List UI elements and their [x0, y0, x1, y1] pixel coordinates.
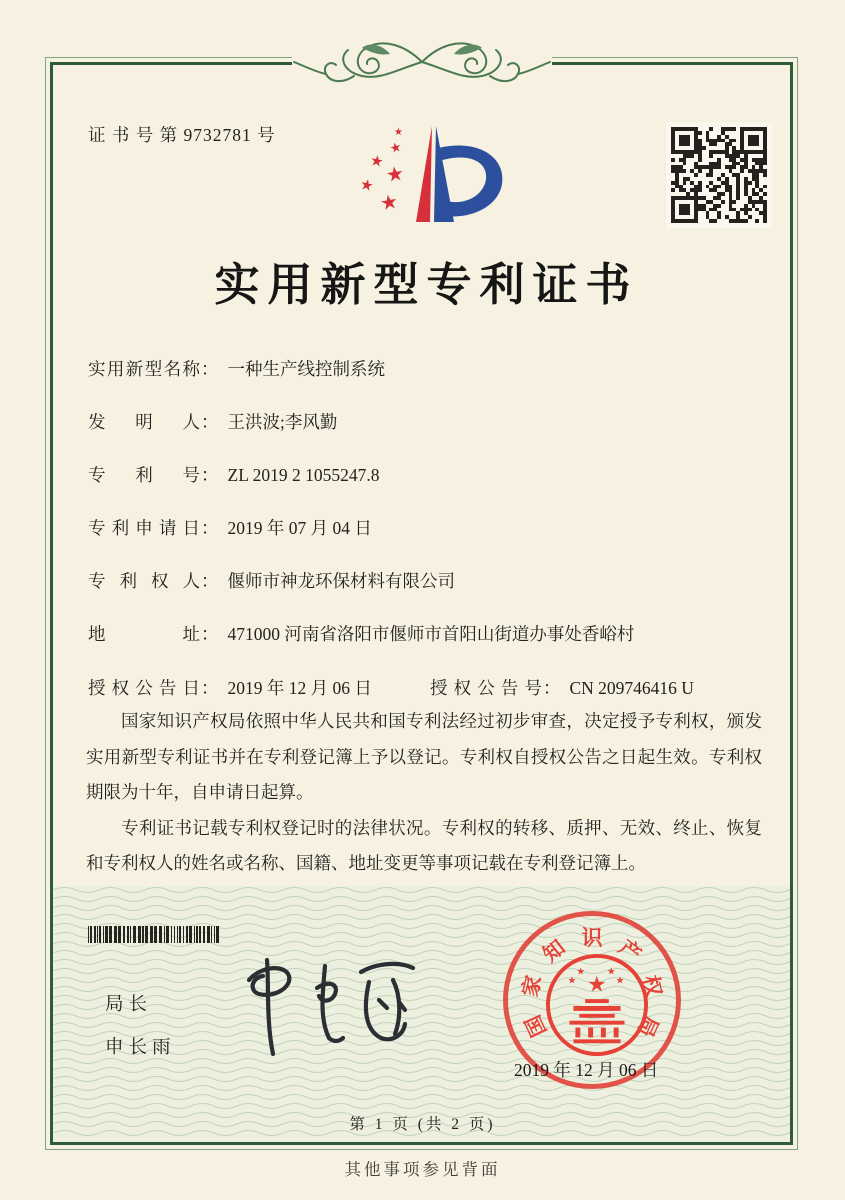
certificate-title: 实用新型专利证书: [214, 260, 639, 310]
seal-text-char: 产: [614, 935, 647, 968]
field-value: ZL 2019 2 1055247.8: [227, 465, 380, 485]
star-icon: ★: [388, 139, 404, 158]
officer-name: 申长雨: [105, 1038, 176, 1058]
paragraph: 专利证书记载专利权登记时的法律状况。专利权的转移、质押、无效、终止、恢复和专利权人的姓名或名称、国籍、地址变更等事项记载在专利登记簿上。: [86, 817, 762, 873]
back-note: 其他事项参见背面: [344, 1160, 501, 1179]
field-label: 发明人: [88, 412, 200, 432]
officer-block: [105, 990, 176, 1059]
svg-text:★: ★: [576, 966, 586, 978]
field-row: 专利号： ZL 2019 2 1055247.8: [88, 462, 379, 487]
star-icon: ★: [394, 127, 403, 138]
field-row: 实用新型名称： 一种生产线控制系统: [88, 356, 385, 381]
seal-text-char: 知: [537, 935, 570, 968]
field-value: 偃师市神龙环保材料有限公司: [227, 571, 455, 591]
officer-title: 局长: [105, 995, 153, 1015]
star-icon: ★: [368, 150, 386, 172]
seal-text-char: 局: [632, 1011, 664, 1041]
grant-number-label: 授权公告号: [430, 678, 542, 698]
field-label: 实用新型名称: [88, 359, 200, 379]
svg-text:★: ★: [567, 975, 577, 987]
seal-text-char: 国: [520, 1011, 552, 1041]
officer-signature: [233, 950, 423, 1067]
cnipa-logo-icon: [346, 118, 528, 230]
seal-text-char: 权: [638, 972, 667, 999]
barcode: [88, 926, 220, 943]
field-row: 发明人： 王洪波;李风勤: [88, 409, 337, 434]
field-label: 专利号: [88, 465, 200, 485]
svg-text:★: ★: [615, 975, 625, 987]
certificate-number: 证 书 号 第 9732781 号: [88, 125, 276, 145]
star-icon: ★: [384, 160, 406, 188]
grant-date-label: 授权公告日: [88, 678, 200, 698]
field-label: 专利权人: [88, 571, 200, 591]
grant-row: 授权公告日： 2019 年 12 月 06 日 授权公告号： CN 209746416 U: [88, 675, 372, 700]
field-row: 专利权人： 偃师市神龙环保材料有限公司: [88, 568, 455, 593]
field-label: 地址: [88, 624, 200, 644]
field-value: 一种生产线控制系统: [227, 359, 385, 379]
qr-code: [666, 122, 772, 228]
seal-date: 2019 年 12 月 06 日: [514, 1060, 659, 1080]
svg-text:★: ★: [606, 966, 616, 978]
field-value: 王洪波;李风勤: [227, 412, 338, 432]
grant-date-value: 2019 年 12 月 06 日: [227, 678, 372, 698]
paragraph: 国家知识产权局依照中华人民共和国专利法经过初步审查，决定授予专利权，颁发实用新型专利证书并在专利登记簿上予以登记。专利权自授权公告之日起生效。专利权期限为十年，自申请日起算。: [86, 711, 762, 802]
seal-text-char: 家: [517, 972, 546, 999]
field-row: 专利申请日： 2019 年 07 月 04 日: [88, 515, 372, 540]
field-label: 专利申请日: [88, 518, 200, 538]
svg-text:★: ★: [587, 972, 607, 998]
seal-text-char: 识: [581, 926, 603, 950]
field-row: 地址： 471000 河南省洛阳市偃师市首阳山街道办事处香峪村: [88, 621, 634, 646]
star-icon: ★: [378, 188, 400, 216]
star-icon: ★: [358, 174, 376, 196]
field-value: 471000 河南省洛阳市偃师市首阳山街道办事处香峪村: [227, 624, 635, 644]
grant-number-value: CN 209746416 U: [569, 678, 694, 698]
legal-text: [86, 704, 762, 882]
top-flourish-icon: [292, 34, 552, 92]
field-value: 2019 年 07 月 04 日: [227, 518, 372, 538]
page-indicator: 第 1 页 (共 2 页): [349, 1116, 496, 1133]
national-emblem-icon: [544, 952, 650, 1058]
